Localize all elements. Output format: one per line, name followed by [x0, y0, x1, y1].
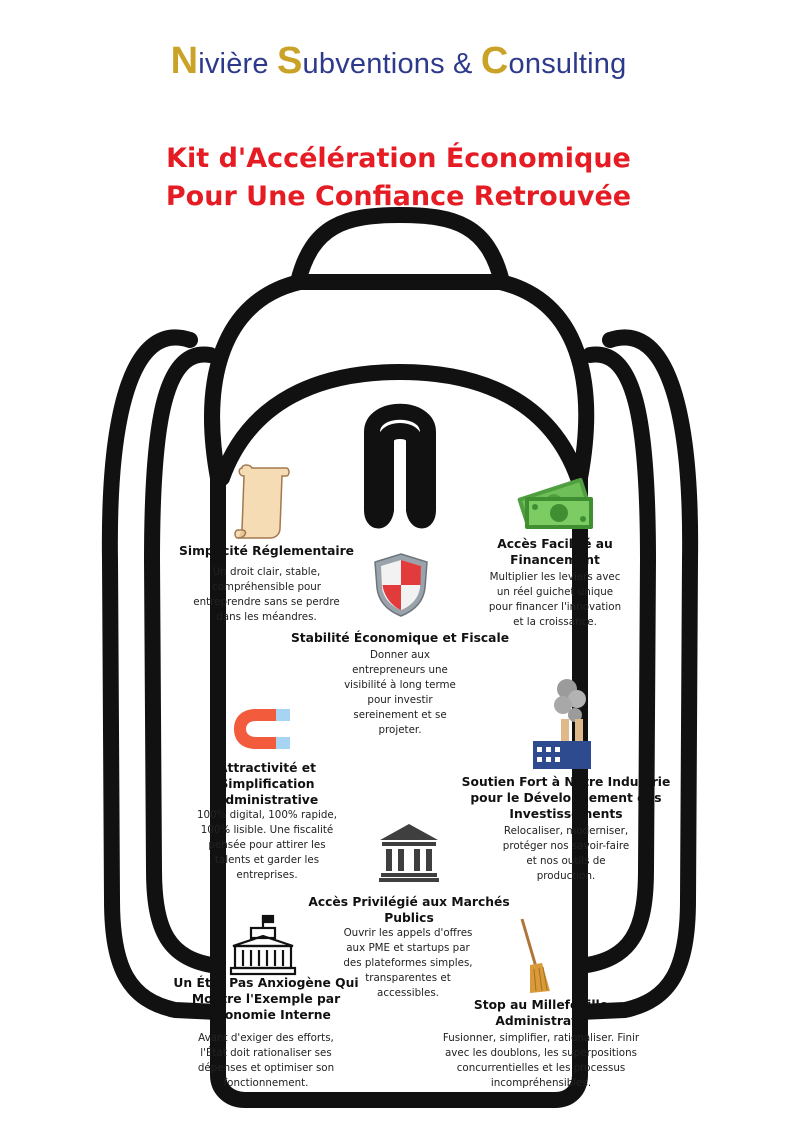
section-title: Stop au Millefeuille Administratif — [473, 998, 609, 1028]
section-title: Soutien Fort à Notre Industrie pour le Développement des Investissements — [461, 775, 671, 821]
section-industrie — [448, 774, 684, 884]
banknotes-icon — [515, 477, 595, 533]
section-title: Simplicité Réglementaire — [179, 544, 354, 558]
logo-word-3: onsulting — [508, 48, 627, 80]
section-financement — [485, 536, 625, 630]
section-attractivite — [172, 760, 362, 883]
section-title: Accès Facilité au Financement — [497, 537, 613, 567]
shield-icon — [373, 552, 429, 618]
logo-word-1: ivière — [198, 48, 269, 80]
section-text: Un droit clair, stable, compréhensible pour entreprendre sans se perdre dans les méandres. — [193, 566, 340, 623]
section-text: Fusionner, simplifier, rationaliser. Finir avec les doublons, les superpositions concurrentielles et les processus incompréhensibles. — [442, 1032, 640, 1089]
logo-initial-s: S — [276, 40, 303, 82]
section-text: Ouvrir les appels d'offres aux PME et startups par des plateformes simples, transparentes et accessibles. — [343, 927, 473, 999]
title-line-2: Pour Une Confiance Retrouvée — [165, 181, 632, 212]
institution-icon — [378, 822, 440, 882]
title-line-1: Kit d'Accélération Économique — [166, 143, 631, 174]
section-title: Un État Pas Anxiogène Qui Montre l'Exemple par l'Économie Interne — [173, 976, 359, 1022]
scroll-icon — [232, 462, 294, 542]
page-title — [0, 140, 797, 216]
logo-initial-n: N — [170, 40, 199, 82]
section-text: Donner aux entrepreneurs une visibilité à long terme pour investir sereinement et se projeter. — [344, 649, 456, 736]
section-title: Accès Privilégié aux Marchés Publics — [308, 895, 510, 925]
section-etat — [162, 975, 370, 1091]
section-text: Relocaliser, moderniser, protéger nos savoir-faire et nos outils de production. — [502, 825, 630, 882]
brand-logo — [0, 40, 797, 83]
logo-initial-c: C — [480, 40, 509, 82]
section-text: 100% digital, 100% rapide, 100% lisible. Une fiscalité pensée pour attirer les talents et garder les entreprises. — [196, 809, 338, 881]
section-text: Multiplier les leviers avec un réel guichet unique pour financer l'innovation et la croissance. — [488, 571, 622, 628]
section-stabilite — [290, 630, 510, 738]
section-simplicite — [175, 543, 358, 625]
section-title: Stabilité Économique et Fiscale — [290, 631, 510, 645]
logo-word-2: ubventions & — [302, 48, 473, 80]
magnet-icon — [232, 705, 294, 753]
section-title: Attractivité et Simplification Administrative — [215, 761, 319, 807]
section-millefeuille — [428, 997, 654, 1091]
section-text: Avant d'exiger des efforts, l'État doit rationaliser ses dépenses et optimiser son fonctionnement. — [197, 1032, 335, 1089]
factory-icon — [531, 675, 593, 771]
